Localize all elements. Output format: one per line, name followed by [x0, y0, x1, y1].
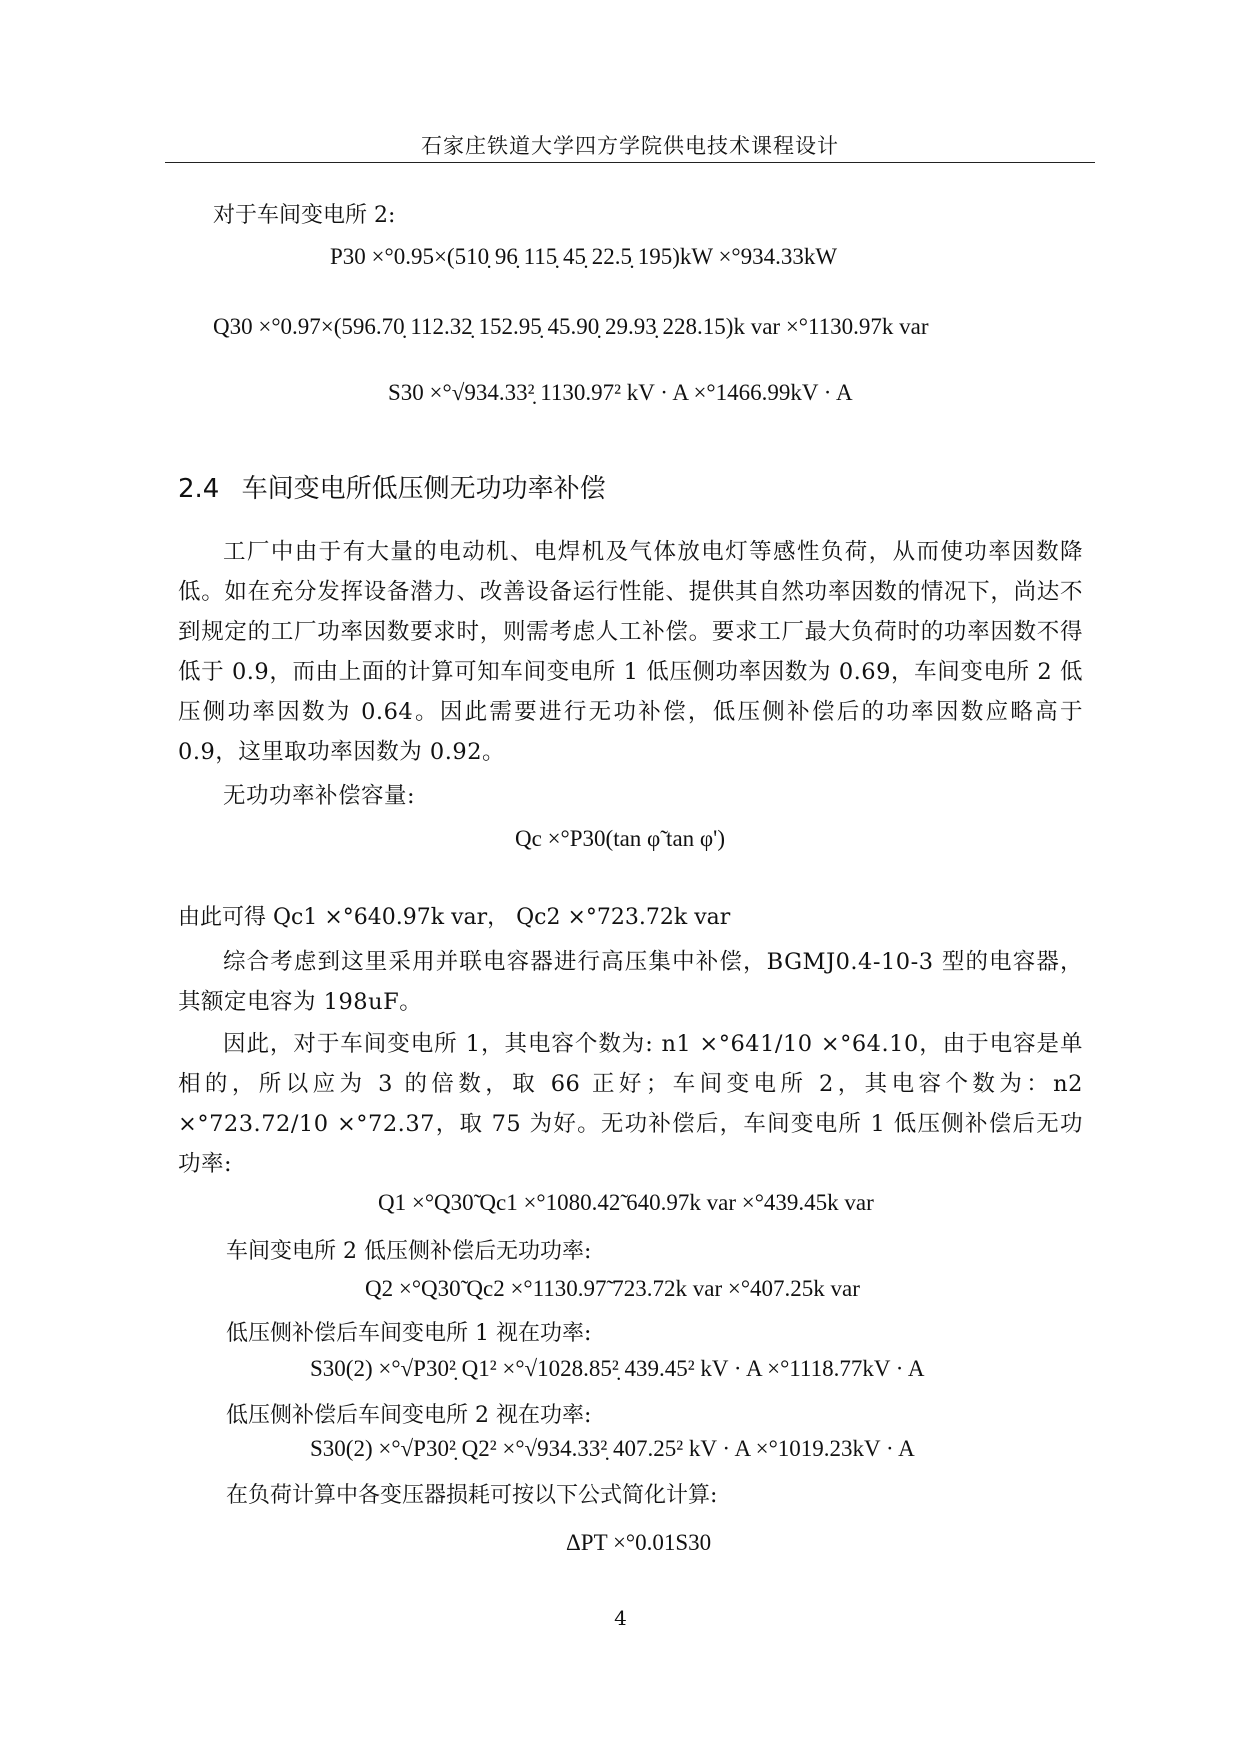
paragraph-capacitor-count: 因此，对于车间变电所 1，其电容个数为: n1 ×°641/10 ×°64.10，由于电容是单相的，所以应为 3 的倍数，取 66 正好；车间变电所 2，其电容个数为：n2 ×°723.72/10 ×°72.37，取 75 为好。无功补偿后，车间变电所 1 低压侧补偿后无功功率:	[178, 1031, 1083, 1177]
label-s1: 低压侧补偿后车间变电所 1 视在功率:	[226, 1321, 592, 1346]
equation-s1: S30(2) ×°√P30²̣ Q1² ×°√1028.85²̣ 439.45² kV · A ×°1118.77kV · A	[310, 1356, 925, 1381]
equation-s30: S30 ×°√934.33²̣ 1130.97² kV · A ×°1466.99kV · A	[388, 380, 853, 405]
intro-text: 对于车间变电所 2:	[213, 203, 396, 228]
page-number: 4	[614, 1606, 627, 1630]
label-q2: 车间变电所 2 低压侧补偿后无功功率:	[226, 1239, 592, 1264]
header-rule	[165, 162, 1095, 163]
section-number: 2.4	[178, 474, 220, 504]
label-loss: 在负荷计算中各变压器损耗可按以下公式简化计算:	[226, 1483, 718, 1508]
equation-s2: S30(2) ×°√P30²̣ Q2² ×°√934.33²̣ 407.25² kV · A ×°1019.23kV · A	[310, 1436, 915, 1461]
paragraph-capacity-label: 无功功率补偿容量:	[223, 783, 416, 809]
section-heading	[178, 468, 606, 505]
equation-qc: Qc ×°P30(tan φ̃ tan φ')	[515, 826, 725, 851]
page-header: 石家庄铁道大学四方学院供电技术课程设计	[421, 134, 839, 158]
equation-p30: P30 ×°0.95×(510̣ 96̣ 115̣ 45̣ 22.5̣ 195)kW ×°934.33kW	[330, 244, 838, 269]
result-line: 由此可得 Qc1 ×°640.97k var， Qc2 ×°723.72k var	[178, 905, 731, 930]
equation-loss: ΔPT ×°0.01S30	[566, 1530, 712, 1555]
section-title: 车间变电所低压侧无功功率补偿	[241, 474, 606, 504]
equation-q1: Q1 ×°Q30̃ Qc1 ×°1080.42̃ 640.97k var ×°439.45k var	[378, 1190, 874, 1215]
equation-q30: Q30 ×°0.97×(596.70̣ 112.32̣ 152.95̣ 45.90̣ 29.93̣ 228.15)k var ×°1130.97k var	[213, 314, 929, 339]
equation-q2: Q2 ×°Q30̃ Qc2 ×°1130.97̃ 723.72k var ×°407.25k var	[365, 1276, 860, 1301]
label-s2: 低压侧补偿后车间变电所 2 视在功率:	[226, 1403, 592, 1428]
paragraph-power-factor: 工厂中由于有大量的电动机、电焊机及气体放电灯等感性负荷，从而使功率因数降低。如在充分发挥设备潜力、改善设备运行性能、提供其自然功率因数的情况下，尚达不到规定的工厂功率因数要求时，则需考虑人工补偿。要求工厂最大负荷时的功率因数不得低于 0.9，而由上面的计算可知车间变电所 1 低压侧功率因数为 0.69，车间变电所 2 低压侧功率因数为 0.64。因此需要进行无功补偿，低压侧补偿后的功率因数应略高于 0.9，这里取功率因数为 0.92。	[178, 539, 1083, 765]
paragraph-capacitor: 综合考虑到这里采用并联电容器进行高压集中补偿，BGMJ0.4-10-3 型的电容器，其额定电容为 198uF。	[178, 949, 1083, 1015]
